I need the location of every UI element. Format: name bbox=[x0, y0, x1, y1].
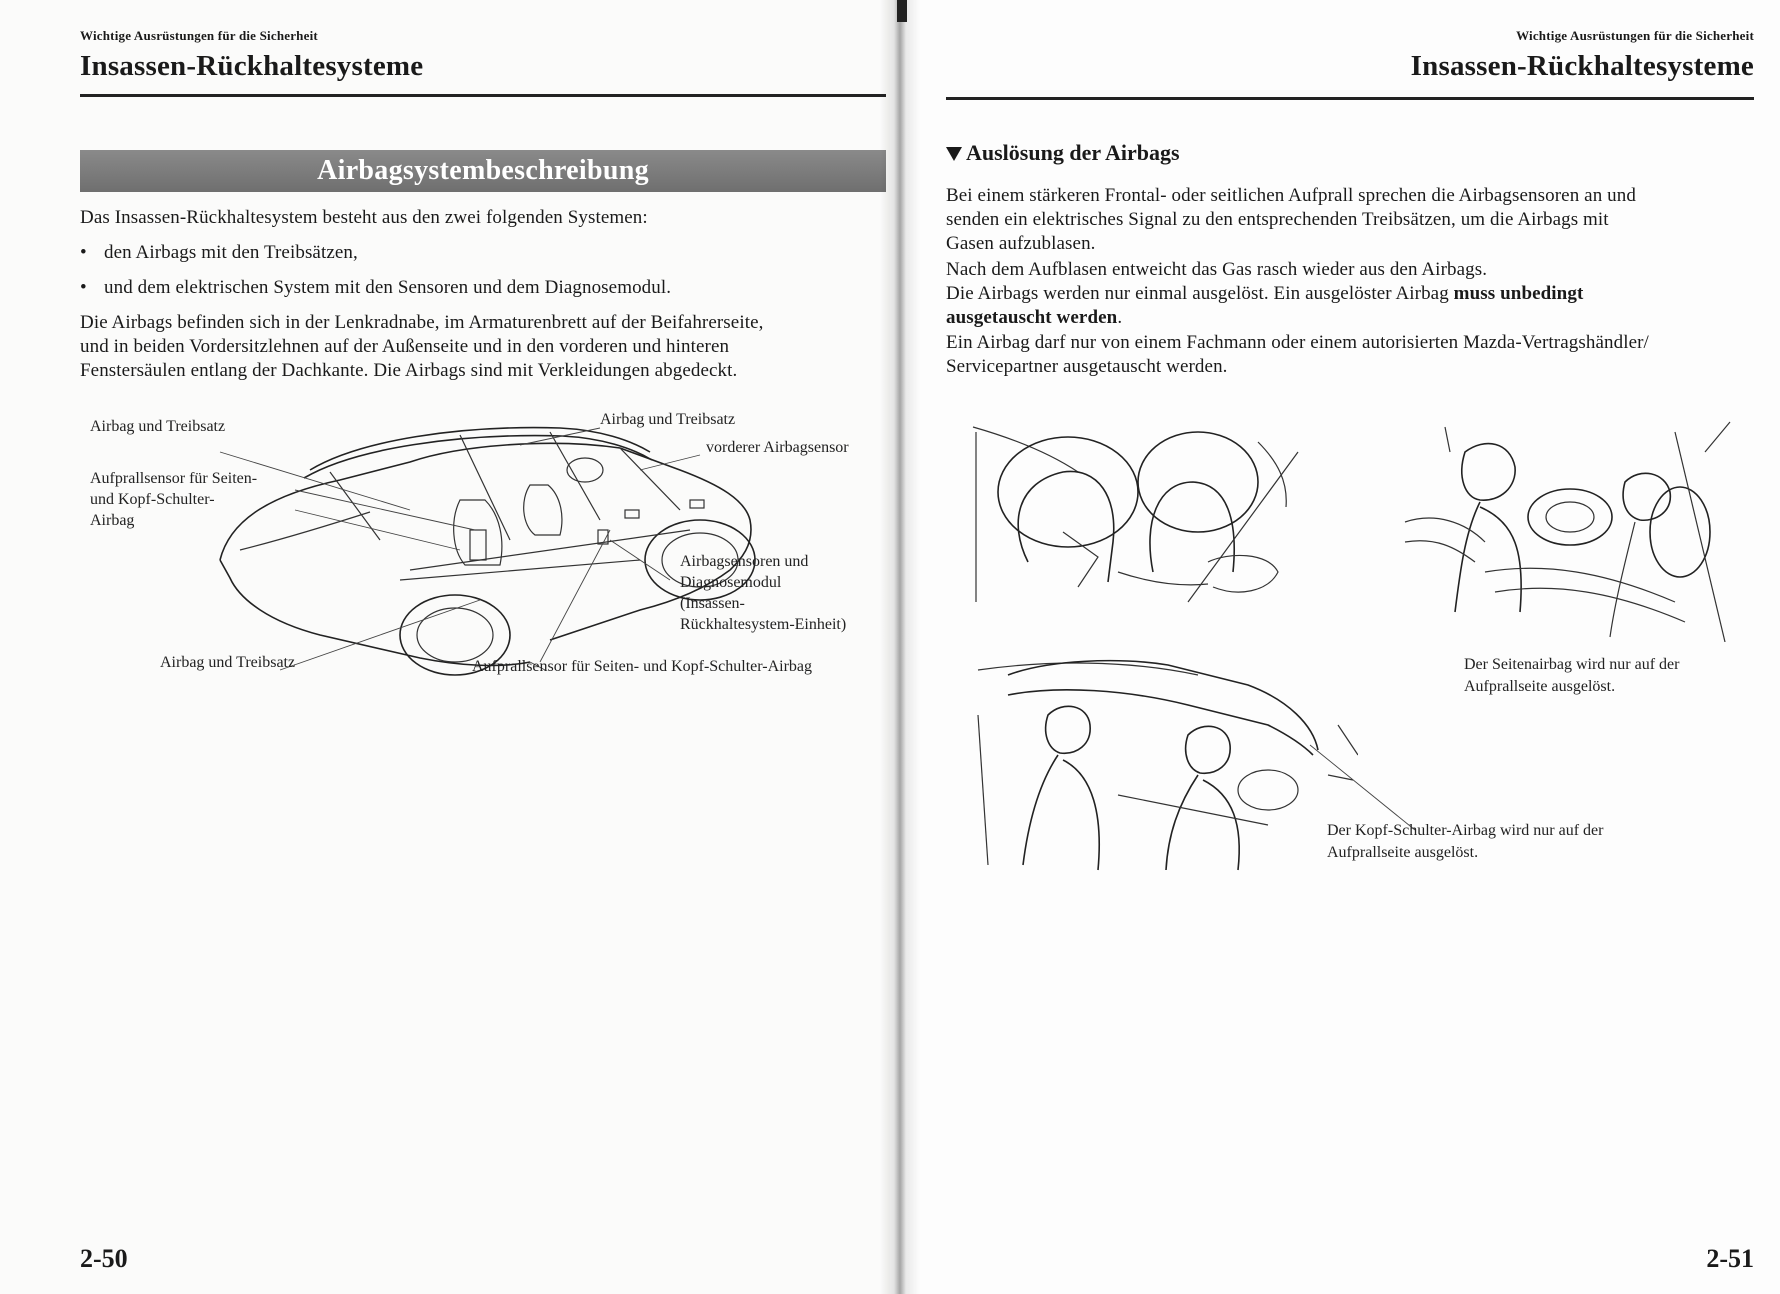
label-line: Aufprallsensor für Seiten- bbox=[90, 470, 258, 487]
right-page-kicker: Wichtige Ausrüstungen für die Sicherheit bbox=[1516, 28, 1754, 43]
label-line: Airbag bbox=[90, 512, 135, 529]
left-page-kicker: Wichtige Ausrüstungen für die Sicherheit bbox=[80, 28, 318, 43]
body-text: . bbox=[1117, 307, 1123, 328]
caption-line: Der Seitenairbag wird nur auf der bbox=[1464, 656, 1680, 673]
right-header-rule bbox=[946, 97, 1754, 100]
label-airbag-treibsatz: Airbag und Treibsatz bbox=[90, 418, 226, 435]
label-line: Diagnosemodul bbox=[680, 574, 782, 591]
emphasis-text: ausgetauscht werden bbox=[946, 307, 1118, 328]
body-text: Die Airbags werden nur einmal ausgelöst. Ein ausgelöster Airbag bbox=[946, 283, 1454, 304]
body-line: Servicepartner ausgetauscht werden. bbox=[946, 356, 1228, 377]
body-line: Fenstersäulen entlang der Dachkante. Die Airbags sind mit Verkleidungen abgedeckt. bbox=[80, 360, 738, 381]
label-vorderer-airbagsensor: vorderer Airbagsensor bbox=[706, 439, 849, 456]
frontal-airbag-illustration bbox=[968, 412, 1318, 612]
label-line: Rückhaltesystem-Einheit) bbox=[680, 616, 847, 633]
right-page-title: Insassen-Rückhaltesysteme bbox=[1410, 50, 1754, 82]
caption-line: Der Kopf-Schulter-Airbag wird nur auf der bbox=[1327, 822, 1604, 839]
label-airbagsensoren-diagnosemodul bbox=[680, 551, 846, 635]
bullet-item bbox=[80, 276, 671, 300]
bullet-text: und dem elektrischen System mit den Sensoren und dem Diagnosemodul. bbox=[104, 277, 672, 298]
emphasis-text: muss unbedingt bbox=[1453, 283, 1584, 304]
body-line: Ein Airbag darf nur von einem Fachmann oder einem autorisierten Mazda-Vertragshändler/ bbox=[946, 332, 1649, 353]
side-airbag-illustration bbox=[1385, 412, 1735, 642]
label-airbag-treibsatz: Airbag und Treibsatz bbox=[600, 411, 736, 428]
section-heading-text: Auslösung der Airbags bbox=[966, 140, 1180, 165]
label-line: Airbagsensoren und bbox=[680, 553, 809, 570]
bullet-dot-icon: • bbox=[80, 277, 87, 298]
body-line bbox=[946, 282, 1583, 306]
body-line: Nach dem Aufblasen entweicht das Gas rasch wieder aus den Airbags. bbox=[946, 259, 1488, 280]
body-line bbox=[946, 306, 1122, 330]
caption-curtain-airbag bbox=[1327, 820, 1603, 864]
bullet-text: den Airbags mit den Treibsätzen, bbox=[104, 242, 358, 263]
label-aufprallsensor-bottom: Aufprallsensor für Seiten- und Kopf-Schulter-Airbag bbox=[472, 658, 813, 675]
caption-side-airbag bbox=[1464, 654, 1679, 698]
body-line: Die Airbags befinden sich in der Lenkradnabe, im Armaturenbrett auf der Beifahrerseite, bbox=[80, 312, 764, 333]
book-spine-mark bbox=[897, 0, 907, 22]
section-banner-title: Airbagsystembeschreibung bbox=[317, 155, 649, 186]
page-number: 2-50 bbox=[80, 1244, 128, 1273]
caption-line: Aufprallseite ausgelöst. bbox=[1327, 844, 1479, 861]
triangle-down-icon bbox=[946, 147, 962, 161]
left-header-rule bbox=[80, 94, 886, 97]
section-banner bbox=[80, 150, 886, 192]
body-line: und in beiden Vordersitzlehnen auf der Außenseite und in den vorderen und hinteren bbox=[80, 336, 730, 357]
bullet-item bbox=[80, 241, 358, 265]
left-page-title: Insassen-Rückhaltesysteme bbox=[80, 50, 424, 82]
bullet-dot-icon: • bbox=[80, 242, 87, 263]
body-line: Bei einem stärkeren Frontal- oder seitlichen Aufprall sprechen die Airbagsensoren an und bbox=[946, 185, 1636, 206]
body-line: senden ein elektrisches Signal zu den entsprechenden Treibsätzen, um die Airbags mit bbox=[946, 209, 1609, 230]
label-line: (Insassen- bbox=[680, 595, 745, 612]
label-airbag-treibsatz: Airbag und Treibsatz bbox=[160, 654, 296, 671]
book-gutter bbox=[880, 0, 920, 1294]
intro-paragraph: Das Insassen-Rückhaltesystem besteht aus den zwei folgenden Systemen: bbox=[80, 207, 648, 228]
caption-line: Aufprallseite ausgelöst. bbox=[1464, 678, 1616, 695]
page-number: 2-51 bbox=[1706, 1244, 1754, 1273]
label-aufprallsensor bbox=[90, 468, 257, 531]
body-line: Gasen aufzublasen. bbox=[946, 233, 1096, 254]
label-line: und Kopf-Schulter- bbox=[90, 491, 215, 508]
section-heading bbox=[946, 140, 1180, 166]
